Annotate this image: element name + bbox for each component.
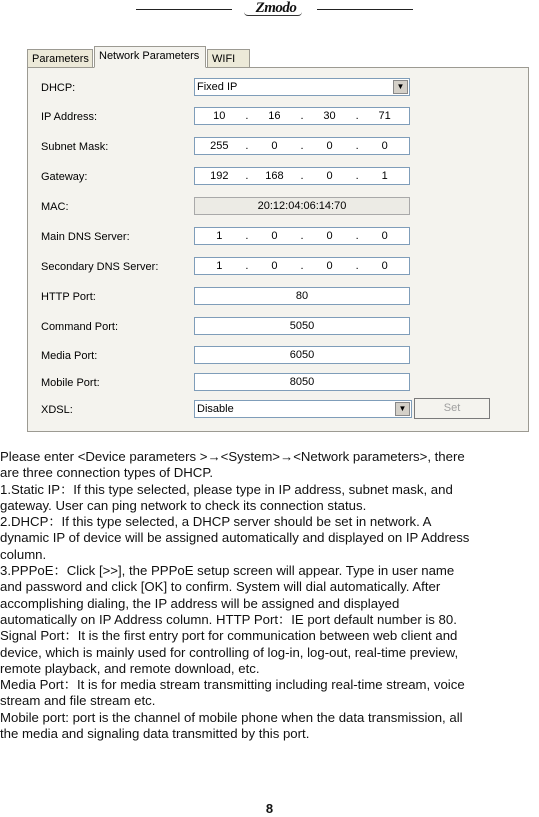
mobile-port-row (28, 372, 530, 394)
ip-address-label: IP Address: (41, 111, 98, 123)
text-line: remote playback, and remote download, etc. (0, 660, 260, 676)
command-port-row (28, 316, 530, 338)
text-line: automatically on IP Address column. HTTP Port：IE port default number is 80. (0, 611, 457, 627)
chevron-down-icon[interactable]: ▼ (393, 80, 408, 94)
text-line: Mobile port: port is the channel of mobile phone when the data transmission, all (0, 709, 463, 725)
tab-bar (27, 46, 529, 68)
main-dns-label: Main DNS Server: (41, 231, 130, 243)
secondary-dns-octet-3[interactable]: 0 (326, 260, 333, 272)
text-line: device, which is mainly used for controlling of log-in, log-out, real-time preview, (0, 644, 459, 660)
http-port-field[interactable] (194, 287, 410, 305)
tab-panel (27, 67, 529, 432)
ip-octet-3[interactable]: 30 (323, 110, 336, 122)
gateway-octet-2[interactable]: 168 (265, 170, 284, 182)
xdsl-row (28, 399, 530, 421)
subnet-octet-3[interactable]: 0 (326, 140, 333, 152)
http-port-label: HTTP Port: (41, 291, 96, 303)
gateway-row (28, 166, 530, 188)
chevron-down-icon[interactable]: ▼ (395, 402, 410, 416)
text-line: and password and click [OK] to confirm. System will dial automatically. After (0, 579, 441, 595)
subnet-octet-2[interactable]: 0 (271, 140, 278, 152)
text-line: dynamic IP of device will be assigned automatically and displayed on IP Address (0, 530, 470, 546)
subnet-mask-label: Subnet Mask: (41, 141, 109, 153)
header-rule-left (136, 9, 232, 10)
text-line: column. (0, 546, 47, 562)
mac-label: MAC: (41, 201, 69, 213)
mobile-port-label: Mobile Port: (41, 377, 100, 389)
main-dns-octet-4[interactable]: 0 (381, 230, 388, 242)
subnet-mask-field[interactable]: 255 . 0 . 0 . 0 (194, 137, 410, 155)
dhcp-value: Fixed IP (197, 81, 238, 93)
subnet-mask-row (28, 136, 530, 158)
text-line: 2.DHCP：If this type selected, a DHCP server should be set in network. A (0, 514, 432, 530)
text-line: gateway. User can ping network to check its connection status. (0, 497, 367, 513)
text-line: stream and file stream etc. (0, 693, 156, 709)
ip-address-field[interactable]: 10 . 16 . 30 . 71 (194, 107, 410, 125)
ip-address-row (28, 106, 530, 128)
ip-octet-1[interactable]: 10 (213, 110, 226, 122)
text-line: Please enter <Device parameters >→<System>→<Network parameters>, there (0, 449, 465, 464)
dhcp-select[interactable] (194, 78, 410, 96)
text-line: Signal Port：It is the first entry port for communication between web client and (0, 628, 458, 644)
mac-row (28, 196, 530, 218)
main-dns-octet-1[interactable]: 1 (216, 230, 223, 242)
gateway-field[interactable]: 192 . 168 . 0 . 1 (194, 167, 410, 185)
mobile-port-field[interactable] (194, 373, 410, 391)
gateway-octet-4[interactable]: 1 (381, 170, 388, 182)
mobile-port-value: 8050 (289, 376, 315, 388)
secondary-dns-field[interactable]: 1 . 0 . 0 . 0 (194, 257, 410, 275)
media-port-value: 6050 (289, 349, 315, 361)
ip-octet-2[interactable]: 16 (268, 110, 281, 122)
http-port-value: 80 (295, 290, 309, 302)
header-rule-right (317, 9, 413, 10)
http-port-row (28, 286, 530, 308)
command-port-field[interactable] (194, 317, 410, 335)
secondary-dns-octet-1[interactable]: 1 (216, 260, 223, 272)
set-button[interactable]: Set (414, 398, 490, 419)
main-dns-octet-2[interactable]: 0 (271, 230, 278, 242)
media-port-label: Media Port: (41, 350, 98, 362)
media-port-row (28, 345, 530, 367)
secondary-dns-octet-2[interactable]: 0 (271, 260, 278, 272)
secondary-dns-label: Secondary DNS Server: (41, 261, 159, 273)
text-line: Media Port：It is for media stream transmitting including real-time stream, voice (0, 677, 465, 693)
ip-octet-4[interactable]: 71 (378, 110, 391, 122)
dhcp-label: DHCP: (41, 82, 76, 94)
dhcp-row (28, 77, 530, 99)
description-text (0, 449, 539, 742)
text-line: 3.PPPoE：Click [>>], the PPPoE setup screen will appear. Type in user name (0, 563, 455, 579)
mac-field (194, 197, 410, 215)
text-line: are three connection types of DHCP. (0, 465, 214, 481)
main-dns-octet-3[interactable]: 0 (326, 230, 333, 242)
tab-wifi[interactable]: WIFI (207, 49, 250, 67)
subnet-octet-4[interactable]: 0 (381, 140, 388, 152)
tab-parameters[interactable]: Parameters (27, 49, 93, 67)
text-line: the media and signaling data transmitted by this port. (0, 726, 310, 742)
gateway-octet-1[interactable]: 192 (210, 170, 229, 182)
secondary-dns-row (28, 256, 530, 278)
text-line: 1.Static IP：If this type selected, please type in IP address, subnet mask, and (0, 481, 453, 497)
xdsl-label: XDSL: (41, 404, 73, 416)
mac-value: 20:12:04:06:14:70 (257, 200, 347, 212)
brand-logo: Zmodo (255, 0, 297, 16)
subnet-octet-1[interactable]: 255 (210, 140, 229, 152)
logo-swoosh (244, 12, 302, 16)
tab-network-parameters[interactable]: Network Parameters (94, 46, 206, 68)
media-port-field[interactable] (194, 346, 410, 364)
xdsl-value: Disable (197, 403, 234, 415)
gateway-label: Gateway: (41, 171, 88, 183)
gateway-octet-3[interactable]: 0 (326, 170, 333, 182)
main-dns-field[interactable]: 1 . 0 . 0 . 0 (194, 227, 410, 245)
page-number: 8 (265, 801, 274, 816)
secondary-dns-octet-4[interactable]: 0 (381, 260, 388, 272)
command-port-value: 5050 (289, 320, 315, 332)
network-parameters-dialog (27, 46, 529, 432)
page-header (0, 0, 539, 22)
main-dns-row (28, 226, 530, 248)
xdsl-select[interactable] (194, 400, 412, 418)
text-line: accomplishing dialing, the IP address will be assigned and displayed (0, 595, 400, 611)
command-port-label: Command Port: (41, 321, 119, 333)
